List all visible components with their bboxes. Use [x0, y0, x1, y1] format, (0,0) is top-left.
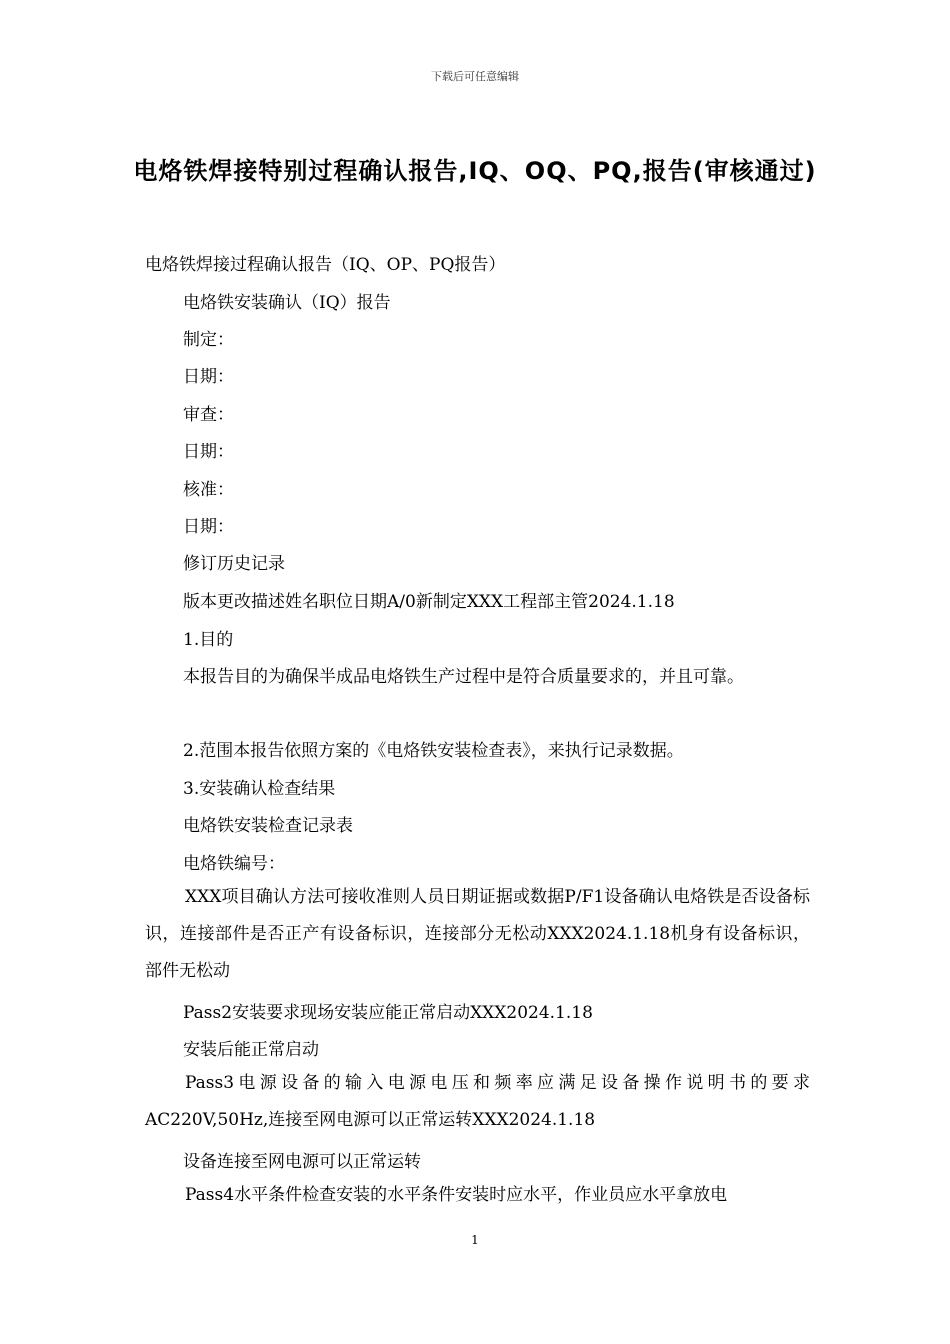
revision-history-heading: 修订历史记录: [183, 554, 285, 574]
revision-history-row: 版本更改描述姓名职位日期A/0新制定XXX工程部主管2024.1.18: [183, 592, 675, 612]
approved-by-label: 核准：: [183, 480, 234, 500]
date-label-2: 日期：: [183, 442, 234, 462]
iq-report-heading: 电烙铁安装确认（IQ）报告: [183, 293, 391, 313]
reviewed-by-label: 审查：: [183, 405, 234, 425]
page-header: 下载后可任意编辑: [431, 70, 519, 83]
check-item-4-paragraph: Pass4水平条件检查安装的水平条件安装时应水平，作业员应水平拿放电: [185, 1185, 728, 1205]
section-1-heading: 1.目的: [183, 630, 234, 650]
report-subtitle: 电烙铁焊接过程确认报告（IQ、OP、PQ报告）: [145, 255, 506, 275]
date-label-1: 日期：: [183, 367, 234, 387]
check-item-1-paragraph: XXX项目确认方法可接收准则人员日期证据或数据P/F1设备确认电烙铁是否设备标识，连接部件是否正产有设备标识，连接部分无松动XXX2024.1.18机身有设备标识，部件无松动: [145, 887, 810, 981]
section-3-heading: 3.安装确认检查结果: [183, 779, 336, 799]
iron-number-label: 电烙铁编号：: [183, 854, 285, 874]
date-label-3: 日期：: [183, 517, 234, 537]
checklist-title: 电烙铁安装检查记录表: [183, 816, 353, 836]
check-item-2-result: 安装后能正常启动: [183, 1040, 319, 1060]
page-number: 1: [471, 1233, 479, 1247]
document-title: 电烙铁焊接特别过程确认报告,IQ、OQ、PQ,报告(审核通过): [133, 157, 817, 185]
purpose-text: 本报告目的为确保半成品电烙铁生产过程中是符合质量要求的，并且可靠。: [183, 667, 744, 687]
check-item-3-result: 设备连接至网电源可以正常运转: [183, 1152, 421, 1172]
section-2-scope: 2.范围本报告依照方案的《电烙铁安装检查表》，来执行记录数据。: [183, 741, 684, 761]
check-item-2-line: Pass2安装要求现场安装应能正常启动XXX2024.1.18: [183, 1003, 593, 1023]
check-item-3-paragraph: Pass3电源设备的输入电源电压和频率应满足设备操作说明书的要求AC220V,50Hz,连接至网电源可以正常运转XXX2024.1.18: [145, 1073, 810, 1130]
prepared-by-label: 制定：: [183, 330, 234, 350]
